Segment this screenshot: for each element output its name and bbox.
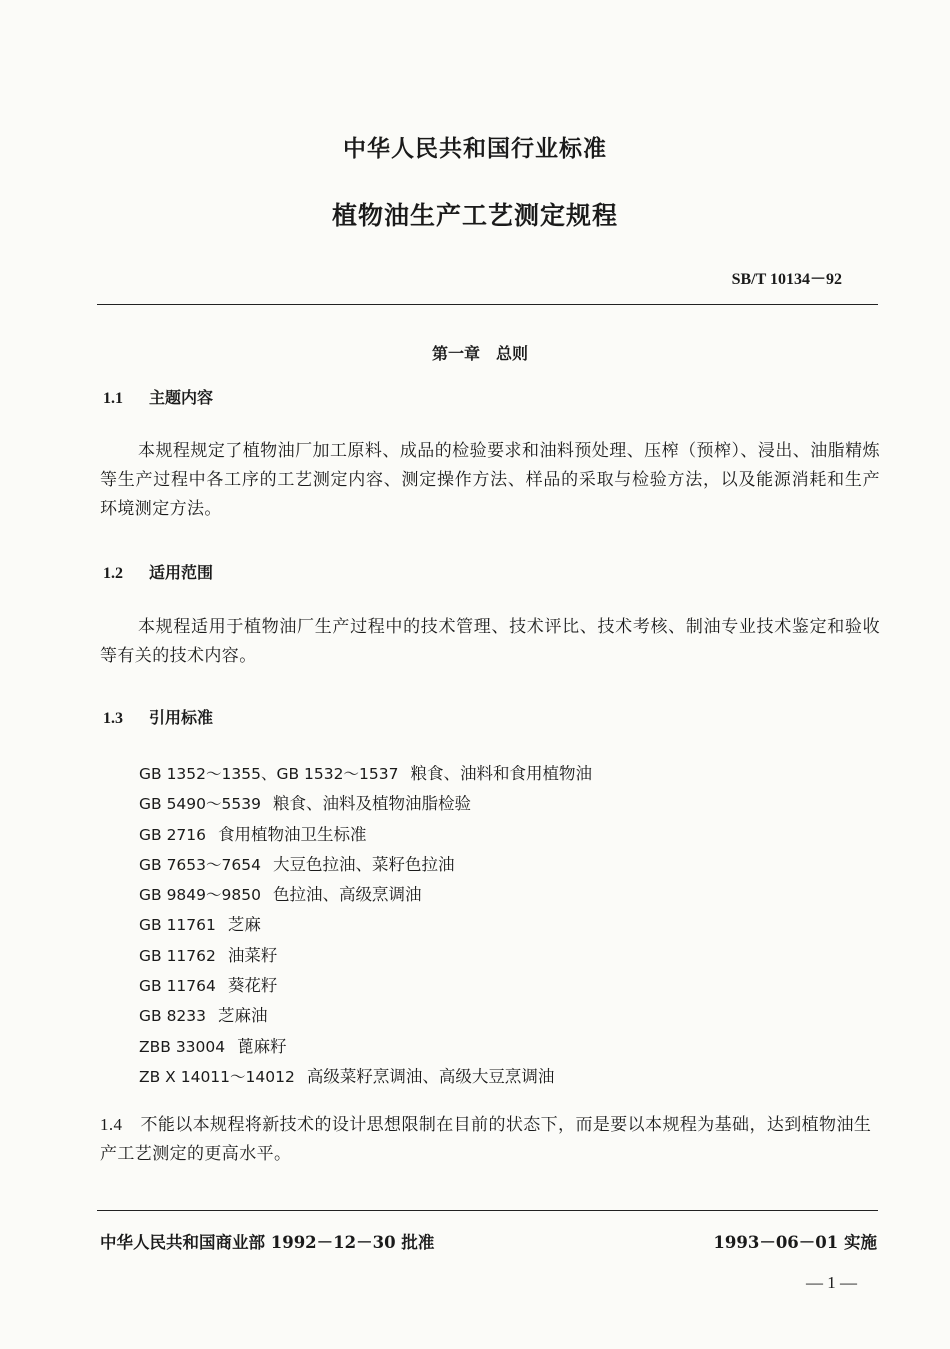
section-title: 适用范围 [149,563,214,582]
section-body-1-2: 本规程适用于植物油厂生产过程中的技术管理、技术评比、技术考核、制油专业技术鉴定和验收等有关的技术内容。 [100,617,880,666]
section-title: 主题内容 [149,388,214,407]
document-title: 植物油生产工艺测定规程 [331,201,618,230]
reference-code: GB 8233 [139,1007,207,1026]
reference-item [139,880,592,910]
reference-name: 蓖麻籽 [237,1036,287,1056]
reference-code: GB 7653～7654 [139,855,261,874]
reference-item [139,789,592,819]
reference-item [139,1032,592,1062]
reference-name: 大豆色拉油、菜籽色拉油 [272,854,455,874]
reference-code: GB 11761 [139,916,216,935]
reference-name: 高级菜籽烹调油、高级大豆烹调油 [306,1066,555,1086]
reference-list [139,759,592,1092]
reference-item [139,971,592,1001]
section-number: 1.4 [100,1115,123,1134]
section-heading-1-3 [103,705,213,728]
reference-name: 油菜籽 [227,945,278,965]
reference-code: GB 1352～1355、GB 1532～1537 [139,765,399,783]
implementation-date: 1993－06－01 实施 [713,1233,877,1252]
reference-item [139,850,592,880]
reference-item [139,759,592,789]
reference-name: 色拉油、高级烹调油 [272,885,422,905]
reference-code: GB 11762 [139,946,216,965]
reference-name: 葵花籽 [227,976,278,996]
chapter-title: 第一章 总则 [431,344,528,363]
reference-code: GB 2716 [139,825,207,844]
reference-code: GB 11764 [139,977,216,996]
reference-item [139,1001,592,1031]
page-number: — 1 — [806,1273,857,1292]
section-title: 引用标准 [149,708,214,727]
reference-name: 粮食、油料及植物油脂检验 [272,794,471,814]
reference-name: 粮食、油料和食用植物油 [410,764,592,783]
section-1-4 [100,1110,880,1169]
footer-divider [97,1210,878,1211]
reference-code: ZBB 33004 [139,1037,226,1056]
reference-code: GB 9849～9850 [139,886,261,905]
section-number: 1.3 [103,710,123,727]
header-divider [97,304,878,305]
reference-item [139,820,592,850]
reference-name: 食用植物油卫生标准 [218,824,367,844]
reference-item [139,941,592,971]
approval-line: 中华人民共和国商业部 1992－12－30 批准 [100,1233,435,1252]
reference-item [139,1062,592,1092]
reference-code: GB 5490～5539 [139,795,261,814]
reference-name: 芝麻 [227,915,261,935]
standard-category-title: 中华人民共和国行业标准 [343,136,607,162]
section-heading-1-2 [103,560,213,583]
section-body-1-1: 本规程规定了植物油厂加工原料、成品的检验要求和油料预处理、压榨（预榨）、浸出、油脂精炼等生产过程中各工序的工艺测定内容、测定操作方法、样品的采取与检验方法，以及能源消耗和生产环境测定方法。 [100,441,880,519]
section-number: 1.2 [103,565,123,582]
section-heading-1-1 [103,385,213,408]
reference-code: ZB X 14011～14012 [139,1067,295,1086]
section-body: 不能以本规程将新技术的设计思想限制在目前的状态下，而是要以本规程为基础，达到植物油生产工艺测定的更高水平。 [100,1115,872,1164]
reference-name: 芝麻油 [218,1006,268,1026]
standard-number: SB/T 10134－92 [731,271,842,288]
section-number: 1.1 [103,390,123,407]
reference-item [139,910,592,940]
